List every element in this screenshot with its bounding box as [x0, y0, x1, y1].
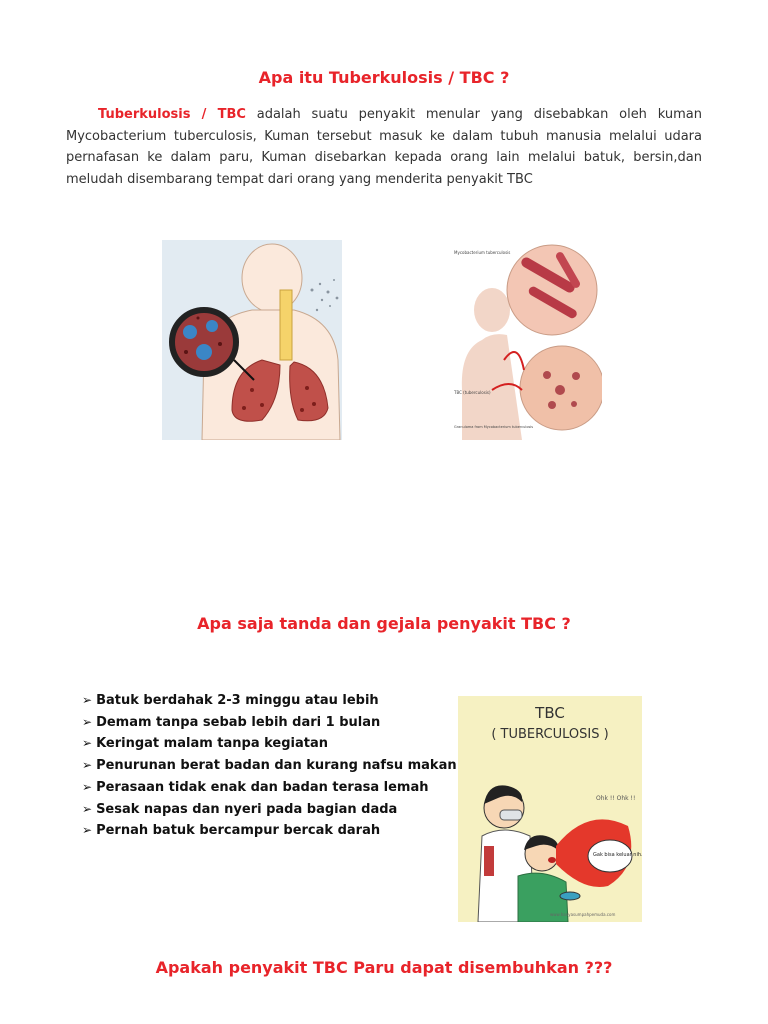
micro-label-bottom: Granuloma from Mycobacterium tuberculosis	[454, 425, 534, 429]
keyword-tbc: Tuberkulosis / TBC	[98, 107, 246, 122]
list-item: ➢ Pernah batuk bercampur bercak darah	[82, 823, 381, 839]
list-item: ➢ Perasaan tidak enak dan badan terasa lemah	[82, 779, 429, 795]
tbc-cartoon-poster	[458, 696, 642, 922]
arrow-bullet-icon: ➢	[82, 736, 93, 751]
symptom-list	[82, 690, 457, 842]
arrow-bullet-icon: ➢	[82, 779, 93, 794]
micro-label-top: Mycobacterium tuberculosis	[454, 250, 511, 255]
arrow-bullet-icon: ➢	[82, 823, 93, 838]
lungs-illustration-graphic	[162, 240, 342, 440]
tbc-cartoon-graphic	[458, 696, 642, 922]
bacteria-illustration-graphic	[452, 240, 602, 440]
arrow-bullet-icon: ➢	[82, 693, 93, 707]
poster-subtitle: ( TUBERCULOSIS )	[491, 727, 609, 742]
section-title-curable: Apakah penyakit TBC Paru dapat disembuhkan ???	[155, 958, 613, 977]
list-item: ➢ Demam tanpa sebab lebih dari 1 bulan	[82, 714, 381, 730]
cough-text: Ohk !! Ohk !!	[596, 795, 636, 802]
intro-body-text: adalah suatu penyakit menular yang disebabkan oleh kuman Mycobacterium tuberculosis, Kuman tersebut masuk ke dalam tubuh manusia melalui udara pernafasan ke dalam paru, Kuman disebarkan kepada orang lain melalui batuk, bersin,dan meludah disembarang tempat dari orang yang menderita penyakit TBC	[66, 107, 702, 187]
list-item: ➢ Penurunan berat badan dan kurang nafsu makan	[82, 758, 457, 774]
speech-bubble-text: Gak bisa keluar nih..	[593, 852, 642, 858]
poster-title: TBC	[535, 704, 565, 722]
section-title-symptoms: Apa saja tanda dan gejala penyakit TBC ?	[197, 614, 571, 633]
section-title-what-is-tbc: Apa itu Tuberkulosis / TBC ?	[258, 68, 510, 87]
list-item: ➢ Keringat malam tanpa kegiatan	[82, 736, 329, 752]
arrow-bullet-icon: ➢	[82, 801, 93, 816]
micro-label-mid: TBC (tuberculosis)	[454, 390, 491, 395]
intro-paragraph	[66, 104, 702, 190]
list-item: ➢ Batuk berdahak 2-3 minggu atau lebih	[82, 693, 379, 708]
lungs-illustration	[162, 240, 342, 440]
arrow-bullet-icon: ➢	[82, 714, 93, 729]
poster-credit: www.hanyasumpahpemuda.com	[550, 912, 616, 917]
list-item: ➢ Sesak napas dan nyeri pada bagian dada	[82, 801, 398, 817]
arrow-bullet-icon: ➢	[82, 758, 93, 773]
bacteria-illustration	[452, 240, 602, 440]
